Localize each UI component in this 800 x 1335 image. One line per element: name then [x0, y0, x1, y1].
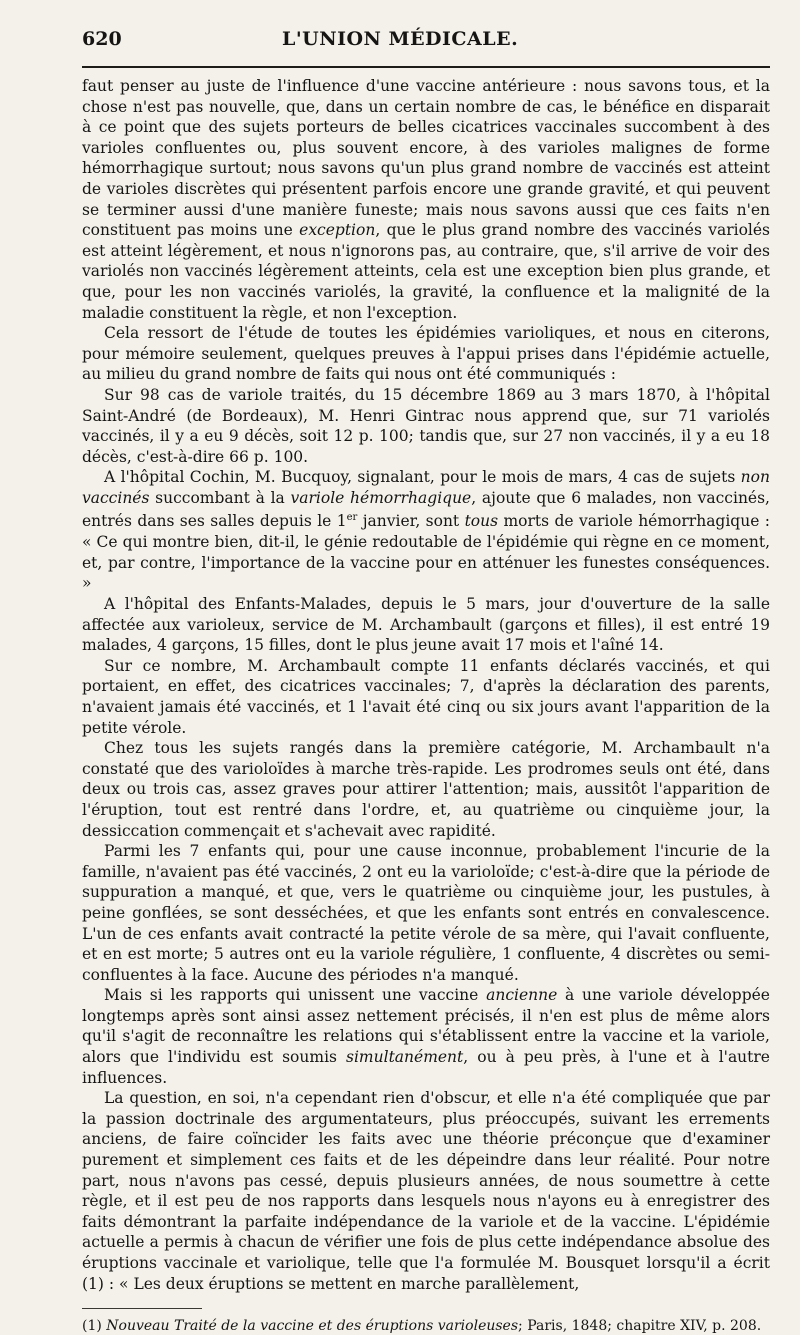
- text-run: , ajoute que 6 malades, non vaccinés, entrés dans ses salles depuis le 1: [82, 488, 770, 531]
- text-run: , que le plus grand nombre des vaccinés variolés est atteint légèrement, et nous n'ignorons pas, au contraire, que, s'il arrive de voir des variolés non vaccinés légèrement atteints, cela est une exception bien plus grande, et que, pour les non vaccinés variolés, la gravité, la confluence et la malignité de la maladie constituent la règle, et non l'exception.: [82, 221, 770, 322]
- italic-run: non vaccinés: [82, 468, 770, 507]
- paragraph-9: [82, 985, 770, 1088]
- italic-run: variole hémorrhagique: [290, 488, 472, 507]
- text-run: morts de variole hémorrhagique : « Ce qui montre bien, dit-il, le génie redoutable de l'épidémie qui règne en ce moment, et, par contre, l'importance de la vaccine pour en atténuer les funestes conséquences. »: [82, 512, 771, 593]
- text-run: , ou à peu près, à l'une et à l'autre influences.: [82, 1048, 770, 1087]
- paragraph-4: [82, 467, 770, 594]
- footnote-text: ; Paris, 1848; chapitre XIV, p. 208.: [518, 1318, 762, 1335]
- text-run: janvier, sont: [362, 512, 460, 531]
- italic-run: exception: [299, 221, 376, 240]
- paragraph-6: Sur ce nombre, M. Archambault compte 11 enfants déclarés vaccinés, et qui portaient, en effet, des cicatrices vaccinales; 7, d'après la déclaration des parents, n'avaient jamais été vaccinés, et 1 l'avait été cinq ou six jours avant l'apparition de la petite vérole.: [82, 656, 770, 737]
- text-run: A l'hôpital Cochin, M. Bucquoy, signalant, pour le mois de mars, 4 cas de sujets: [104, 468, 736, 487]
- italic-run: tous: [464, 512, 499, 531]
- footnote-marker: (1): [82, 1318, 102, 1335]
- running-head: [82, 22, 770, 52]
- footnote: [82, 1317, 770, 1335]
- footnote-rule: [82, 1308, 202, 1309]
- paragraph-7: Chez tous les sujets rangés dans la première catégorie, M. Archambault n'a constaté que des varioloïdes à marche très-rapide. Les prodromes seuls ont été, dans deux ou trois cas, assez graves pour attirer l'attention; mais, aussitôt l'apparition de l'éruption, tout est rentré dans l'ordre, et, au quatrième ou cinquième jour, la dessiccation commençait et s'achevait avec rapidité.: [82, 739, 770, 840]
- paragraph-5: A l'hôpital des Enfants-Malades, depuis le 5 mars, jour d'ouverture de la salle affectée aux varioleux, service de M. Archambault (garçons et filles), il est entré 19 malades, 4 garçons, 15 filles, dont le plus jeune avait 17 mois et l'aîné 14.: [82, 595, 770, 655]
- journal-title: L'UNION MÉDICALE.: [282, 28, 519, 50]
- superscript: er: [346, 512, 358, 524]
- text-run: Mais si les rapports qui unissent une vaccine: [104, 986, 479, 1005]
- paragraph-1: [82, 76, 770, 323]
- header-rule: [82, 66, 770, 68]
- italic-run: simultanément: [346, 1048, 464, 1067]
- body-text: [82, 76, 770, 1294]
- paragraph-10: La question, en soi, n'a cependant rien d'obscur, et elle n'a été compliquée que par la passion doctrinale des argumentateurs, plus préoccupés, suivant les errements anciens, de faire coïncider les faits avec une théorie préconçue que d'examiner purement et simplement ces faits et de les dépeindre dans leur réalité. Pour notre part, nous n'avons pas cessé, depuis plusieurs années, de nous soumettre à cette règle, et il est peu de nos rapports dans lesquels nous n'ayons eu à enregistrer des faits démontrant la parfaite indépendance de la variole et de la vaccine. L'épidémie actuelle a permis à chacun de vérifier une fois de plus cette indépendance absolue des éruptions vaccinale et variolique, telle que l'a formulée M. Bousquet lorsqu'il a écrit (1) : « Les deux éruptions se mettent en marche parallèlement,: [82, 1089, 770, 1293]
- text-run: faut penser au juste de l'influence d'une vaccine antérieure : nous savons tous, et la chose n'est pas nouvelle, que, dans un certain nombre de cas, le bénéfice en disparait à ce point que des sujets porteurs de belles cicatrices vaccinales succombent à des varioles confluentes ou, plus souvent encore, à des varioles malignes de forme hémorrhagique surtout; nous savons qu'un plus grand nombre de vaccinés est atteint de varioles discrètes qui présentent parfois encore une grande gravité, et qui peuvent se terminer aussi d'une manière funeste; mais nous savons aussi que ces faits n'en constituent pas moins une: [82, 77, 770, 240]
- text-run: succombant à la: [155, 488, 285, 507]
- paragraph-2: Cela ressort de l'étude de toutes les épidémies varioliques, et nous en citerons, pour mémoire seulement, quelques preuves à l'appui prises dans l'épidémie actuelle, au milieu du grand nombre de faits qui nous ont été communiqués :: [82, 324, 770, 384]
- paragraph-3: Sur 98 cas de variole traités, du 15 décembre 1869 au 3 mars 1870, à l'hôpital Saint-André (de Bordeaux), M. Henri Gintrac nous apprend que, sur 71 variolés vaccinés, il y a eu 9 décès, soit 12 p. 100; tandis que, sur 27 non vaccinés, il y a eu 18 décès, c'est-à-dire 66 p. 100.: [82, 385, 770, 466]
- italic-run: ancienne: [486, 986, 558, 1005]
- page-number: 620: [82, 28, 122, 50]
- text-run: à une variole développée longtemps après sont ainsi assez nettement précisés, il n'en est plus de même alors qu'il s'agit de reconnaître les relations qui s'établissent entre la vaccine et la variole, alors que l'individu est soumis: [82, 986, 770, 1067]
- paragraph-8: Parmi les 7 enfants qui, pour une cause inconnue, probablement l'incurie de la famille, n'avaient pas été vaccinés, 2 ont eu la varioloïde; c'est-à-dire que la période de suppuration a manqué, et que, vers le quatrième ou cinquième jour, les pustules, à peine gonflées, se sont desséchées, et que les enfants sont entrés en convalescence. L'un de ces enfants avait contracté la petite vérole de sa mère, qui l'avait confluente, et en est morte; 5 autres ont eu la variole régulière, 1 confluente, 4 discrètes ou semi-confluentes à la face. Aucune des périodes n'a manqué.: [82, 842, 770, 984]
- footnote-title: Nouveau Traité de la vaccine et des éruptions varioleuses: [106, 1318, 519, 1335]
